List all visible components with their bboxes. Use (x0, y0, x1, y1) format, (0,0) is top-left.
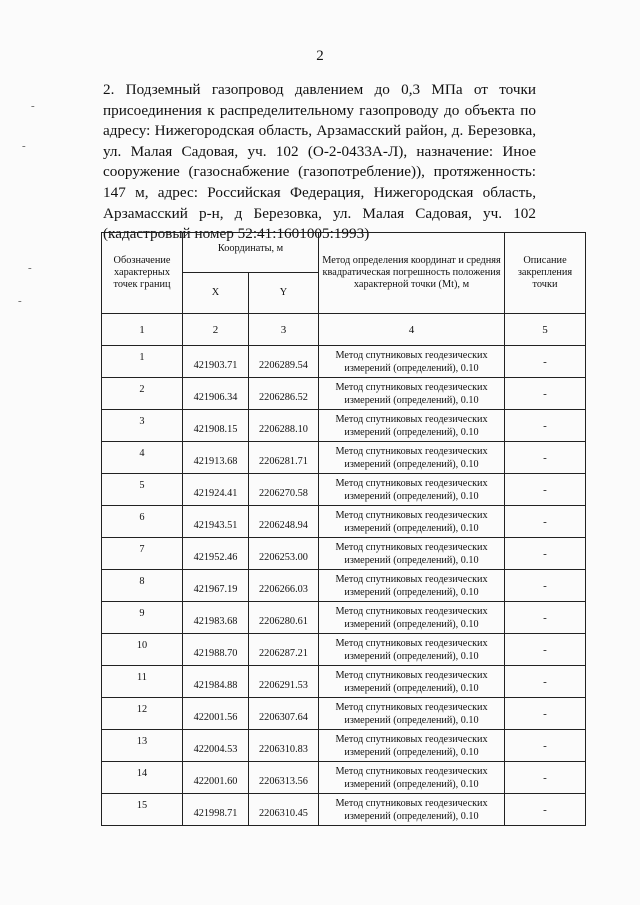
x-coordinate-cell: 421913.68 (183, 442, 249, 474)
table-row (102, 410, 586, 442)
table-row (102, 538, 586, 570)
x-coordinate-cell: 421903.71 (183, 346, 249, 378)
method-cell: Метод спутниковых геодезических измерений (определений), 0.10 (319, 698, 505, 730)
fixing-cell: - (505, 762, 586, 794)
x-coordinate-cell: 421924.41 (183, 474, 249, 506)
fixing-cell: - (505, 794, 586, 826)
x-coordinate-cell: 421906.34 (183, 378, 249, 410)
x-coordinate-cell: 421984.88 (183, 666, 249, 698)
column-number: 1 (102, 314, 183, 346)
header-method: Метод определения координат и средняя квадратическая погрешность положения характерной точки (Mt), м (319, 233, 505, 314)
y-coordinate-cell: 2206253.00 (249, 538, 319, 570)
method-cell: Метод спутниковых геодезических измерений (определений), 0.10 (319, 634, 505, 666)
table-row (102, 794, 586, 826)
point-number-cell: 3 (102, 410, 183, 442)
table-row (102, 474, 586, 506)
y-coordinate-cell: 2206281.71 (249, 442, 319, 474)
header-point-designation: Обозначение характерных точек границ (102, 233, 183, 314)
header-y: Y (249, 273, 319, 314)
fixing-cell: - (505, 346, 586, 378)
point-number-cell: 1 (102, 346, 183, 378)
object-description-paragraph: 2. Подземный газопровод давлением до 0,3 МПа от точки присоединения к распределительному газопроводу до объекта по адресу: Нижегородская область, Арзамасский район, д. Березовка, ул. Малая Садовая, уч. 102 (О-2-0433А-Л), назначение: Иное сооружение (газоснабжение (газопотребление)), протяженность: 147 м, адрес: Российская Федерация, Нижегородская область, Арзамасский р-н, д Березовка, ул. Малая Садовая, уч. 102 (кадастровый номер 52:41:1601005:1993) (103, 81, 536, 243)
column-number: 3 (249, 314, 319, 346)
x-coordinate-cell: 421983.68 (183, 602, 249, 634)
point-number-cell: 6 (102, 506, 183, 538)
method-cell: Метод спутниковых геодезических измерений (определений), 0.10 (319, 762, 505, 794)
method-cell: Метод спутниковых геодезических измерений (определений), 0.10 (319, 794, 505, 826)
table-row (102, 346, 586, 378)
page-number: 2 (316, 48, 324, 64)
table-row (102, 378, 586, 410)
point-number-cell: 8 (102, 570, 183, 602)
y-coordinate-cell: 2206310.83 (249, 730, 319, 762)
table-row (102, 506, 586, 538)
fixing-cell: - (505, 506, 586, 538)
scan-mark: - (18, 295, 22, 307)
y-coordinate-cell: 2206248.94 (249, 506, 319, 538)
method-cell: Метод спутниковых геодезических измерений (определений), 0.10 (319, 730, 505, 762)
x-coordinate-cell: 421967.19 (183, 570, 249, 602)
fixing-cell: - (505, 730, 586, 762)
table-row (102, 698, 586, 730)
method-cell: Метод спутниковых геодезических измерений (определений), 0.10 (319, 474, 505, 506)
x-coordinate-cell: 421908.15 (183, 410, 249, 442)
column-number: 4 (319, 314, 505, 346)
method-cell: Метод спутниковых геодезических измерений (определений), 0.10 (319, 666, 505, 698)
y-coordinate-cell: 2206313.56 (249, 762, 319, 794)
point-number-cell: 10 (102, 634, 183, 666)
y-coordinate-cell: 2206288.10 (249, 410, 319, 442)
method-cell: Метод спутниковых геодезических измерений (определений), 0.10 (319, 378, 505, 410)
y-coordinate-cell: 2206310.45 (249, 794, 319, 826)
y-coordinate-cell: 2206289.54 (249, 346, 319, 378)
method-cell: Метод спутниковых геодезических измерений (определений), 0.10 (319, 346, 505, 378)
point-number-cell: 14 (102, 762, 183, 794)
method-cell: Метод спутниковых геодезических измерений (определений), 0.10 (319, 602, 505, 634)
y-coordinate-cell: 2206307.64 (249, 698, 319, 730)
table-row (102, 666, 586, 698)
point-number-cell: 9 (102, 602, 183, 634)
y-coordinate-cell: 2206286.52 (249, 378, 319, 410)
point-number-cell: 5 (102, 474, 183, 506)
table-row (102, 762, 586, 794)
y-coordinate-cell: 2206280.61 (249, 602, 319, 634)
fixing-cell: - (505, 474, 586, 506)
table-row (102, 570, 586, 602)
y-coordinate-cell: 2206266.03 (249, 570, 319, 602)
point-number-cell: 4 (102, 442, 183, 474)
fixing-cell: - (505, 538, 586, 570)
table-row (102, 602, 586, 634)
header-coordinates: Координаты, м (183, 233, 319, 273)
x-coordinate-cell: 422004.53 (183, 730, 249, 762)
column-number: 5 (505, 314, 586, 346)
coordinates-table (101, 232, 586, 826)
x-coordinate-cell: 421943.51 (183, 506, 249, 538)
y-coordinate-cell: 2206287.21 (249, 634, 319, 666)
method-cell: Метод спутниковых геодезических измерений (определений), 0.10 (319, 538, 505, 570)
point-number-cell: 7 (102, 538, 183, 570)
table-row (102, 442, 586, 474)
column-number: 2 (183, 314, 249, 346)
method-cell: Метод спутниковых геодезических измерений (определений), 0.10 (319, 410, 505, 442)
fixing-cell: - (505, 698, 586, 730)
header-x: X (183, 273, 249, 314)
x-coordinate-cell: 421952.46 (183, 538, 249, 570)
scan-mark: - (31, 100, 35, 112)
scan-mark: - (28, 262, 32, 274)
x-coordinate-cell: 422001.60 (183, 762, 249, 794)
point-number-cell: 13 (102, 730, 183, 762)
table-row (102, 634, 586, 666)
x-coordinate-cell: 421998.71 (183, 794, 249, 826)
x-coordinate-cell: 421988.70 (183, 634, 249, 666)
header-fixing: Описание закрепления точки (505, 233, 586, 314)
fixing-cell: - (505, 442, 586, 474)
method-cell: Метод спутниковых геодезических измерений (определений), 0.10 (319, 442, 505, 474)
method-cell: Метод спутниковых геодезических измерений (определений), 0.10 (319, 506, 505, 538)
point-number-cell: 12 (102, 698, 183, 730)
fixing-cell: - (505, 666, 586, 698)
point-number-cell: 2 (102, 378, 183, 410)
scan-mark: - (22, 140, 26, 152)
method-cell: Метод спутниковых геодезических измерений (определений), 0.10 (319, 570, 505, 602)
y-coordinate-cell: 2206291.53 (249, 666, 319, 698)
point-number-cell: 11 (102, 666, 183, 698)
table-row (102, 730, 586, 762)
fixing-cell: - (505, 378, 586, 410)
y-coordinate-cell: 2206270.58 (249, 474, 319, 506)
x-coordinate-cell: 422001.56 (183, 698, 249, 730)
fixing-cell: - (505, 410, 586, 442)
fixing-cell: - (505, 634, 586, 666)
fixing-cell: - (505, 602, 586, 634)
fixing-cell: - (505, 570, 586, 602)
point-number-cell: 15 (102, 794, 183, 826)
column-numbers-row (102, 314, 586, 346)
